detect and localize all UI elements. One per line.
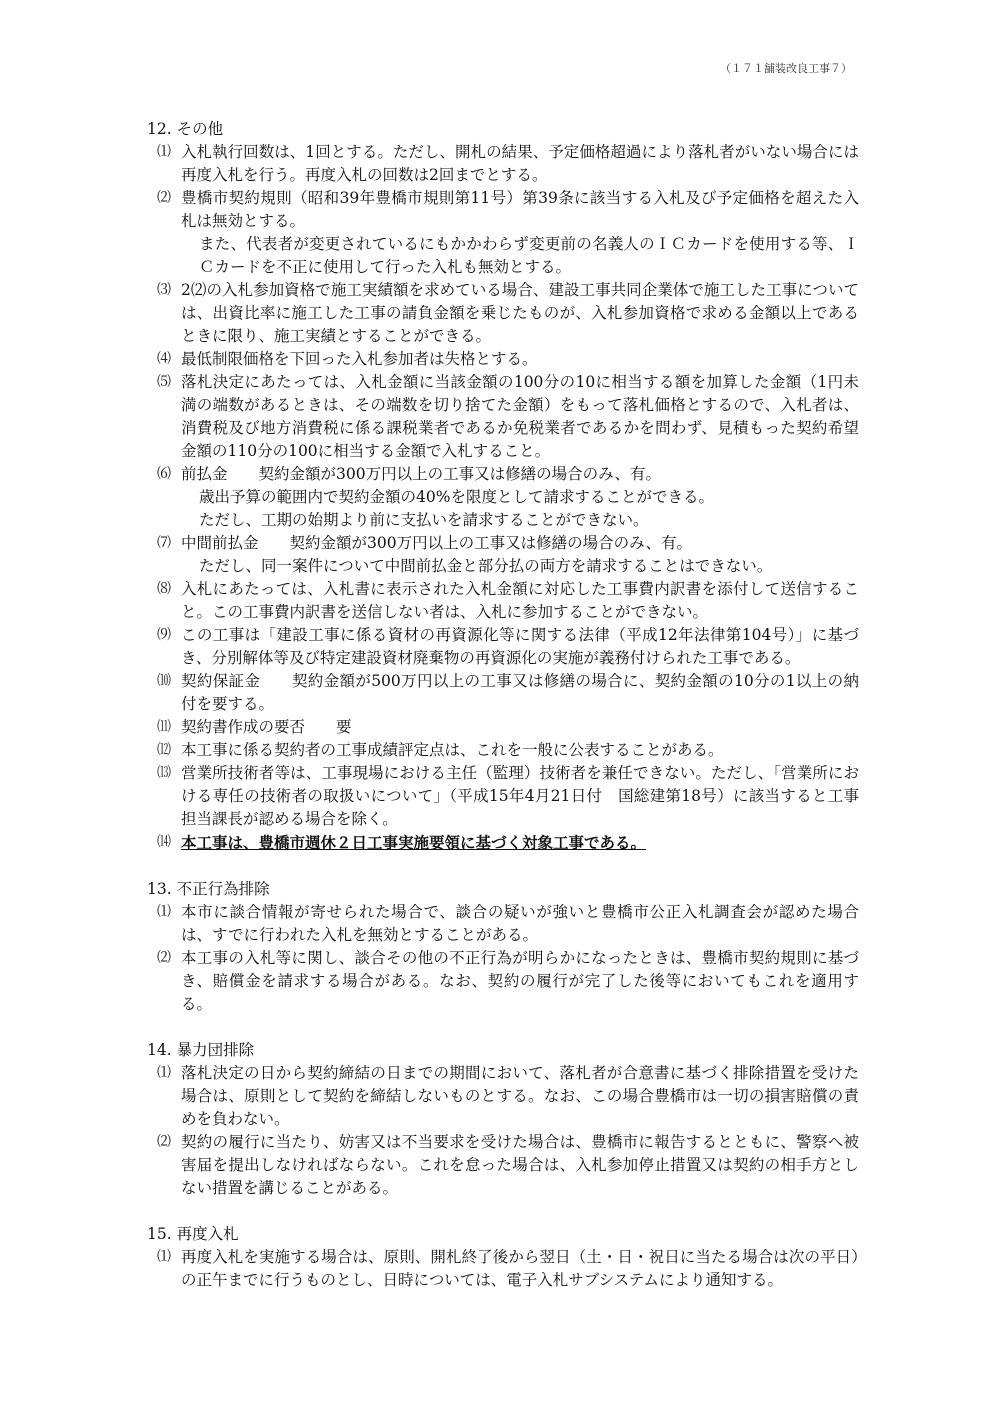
item-text: 再度入札を実施する場合は、原則、開札終了後から翌日（土・日・祝日に当たる場合は次の平日）の正午までに行うものとし、日時については、電子入札サブシステムにより通知する。 xyxy=(181,1248,859,1289)
item-number: ⑴ xyxy=(157,144,171,160)
item-number: ⑸ xyxy=(157,374,171,390)
item-number: ⑾ xyxy=(157,719,171,735)
list-item xyxy=(147,463,859,532)
list-item xyxy=(147,279,859,348)
item-number: ⑼ xyxy=(157,627,171,643)
list-item xyxy=(147,624,859,670)
item-number: ⑵ xyxy=(157,190,171,206)
item-number: ⒀ xyxy=(157,765,171,781)
item-number: ⑵ xyxy=(157,1134,171,1150)
item-text: 中間前払金 契約金額が300万円以上の工事又は修繕の場合のみ、有。 xyxy=(181,534,693,552)
item-text: この工事は「建設工事に係る資材の再資源化等に関する法律（平成12年法律第104号）」に基づき、分別解体等及び特定建設資材廃棄物の再資源化の実施が義務付けられた工事である。 xyxy=(181,626,859,667)
section-title: 15. 再度入札 xyxy=(147,1225,239,1243)
list-item xyxy=(147,1246,859,1292)
item-number: ⑴ xyxy=(157,1249,171,1265)
section-other xyxy=(147,118,859,855)
item-number: ⑷ xyxy=(157,351,171,367)
item-text: 落札決定にあたっては、入札金額に当該金額の100分の10に相当する額を加算した金額（1円未満の端数があるときは、その端数を切り捨てた金額）をもって落札価格とするので、入札者は、消費税及び地方消費税に係る課税業者であるか免税業者であるかを問わず、見積もった契約希望金額の110分の100に相当する金額で入札すること。 xyxy=(181,373,859,460)
item-text: 本市に談合情報が寄せられた場合で、談合の疑いが強いと豊橋市公正入札調査会が認めた場合は、すでに行われた入札を無効とすることがある。 xyxy=(181,903,859,944)
section-gang-exclusion xyxy=(147,1039,859,1200)
section-rebid xyxy=(147,1223,859,1292)
list-item xyxy=(147,532,859,578)
list-item xyxy=(147,187,859,279)
list-item xyxy=(147,716,859,739)
list-item xyxy=(147,141,859,187)
list-item xyxy=(147,831,859,855)
list-item xyxy=(147,947,859,1016)
item-number: ⒁ xyxy=(157,834,171,850)
list-item xyxy=(147,670,859,716)
list-item xyxy=(147,739,859,762)
section-title: 13. 不正行為排除 xyxy=(147,880,270,898)
list-item xyxy=(147,371,859,463)
item-number: ⑴ xyxy=(157,904,171,920)
item-text: ただし、工期の始期より前に支払いを請求することができない。 xyxy=(199,511,649,529)
item-number: ⑿ xyxy=(157,742,171,758)
list-item xyxy=(147,901,859,947)
item-text: 最低制限価格を下回った入札参加者は失格とする。 xyxy=(181,350,538,368)
item-text: 契約保証金 契約金額が500万円以上の工事又は修繕の場合に、契約金額の10分の1以上の納付を要する。 xyxy=(181,672,859,713)
item-text: 豊橋市契約規則（昭和39年豊橋市規則第11号）第39条に該当する入札及び予定価格を超えた入札は無効とする。 xyxy=(181,189,859,230)
item-number: ⑻ xyxy=(157,581,171,597)
list-item xyxy=(147,1062,859,1131)
list-item xyxy=(147,348,859,371)
item-text: ただし、同一案件について中間前払金と部分払の両方を請求することはできない。 xyxy=(199,557,773,575)
item-text: 入札にあたっては、入札書に表示された入札金額に対応した工事費内訳書を添付して送信すること。この工事費内訳書を送信しない者は、入札に参加することができない。 xyxy=(181,580,859,621)
item-text: また、代表者が変更されているにもかかわらず変更前の名義人のＩＣカードを使用する等、ＩＣカードを不正に使用して行った入札も無効とする。 xyxy=(199,235,859,276)
item-number: ⑽ xyxy=(157,673,171,689)
page-code: （１７１舗装改良工事７） xyxy=(720,62,852,75)
item-number: ⑵ xyxy=(157,950,171,966)
item-text-emphasis: 本工事は、豊橋市週休２日工事実施要領に基づく対象工事である。 xyxy=(181,833,647,852)
item-number: ⑹ xyxy=(157,466,171,482)
section-title: 14. 暴力団排除 xyxy=(147,1041,255,1059)
item-text: 本工事に係る契約者の工事成績評定点は、これを一般に公表することがある。 xyxy=(181,741,724,759)
item-text: 入札執行回数は、1回とする。ただし、開札の結果、予定価格超過により落札者がいない場合には再度入札を行う。再度入札の回数は2回までとする。 xyxy=(181,143,859,184)
list-item xyxy=(147,578,859,624)
section-fraud-exclusion xyxy=(147,878,859,1016)
item-text: 契約の履行に当たり、妨害又は不当要求を受けた場合は、豊橋市に報告するとともに、警察へ被害届を提出しなければならない。これを怠った場合は、入札参加停止措置又は契約の相手方としない措置を講じることがある。 xyxy=(181,1133,859,1197)
section-title: 12. その他 xyxy=(147,120,224,138)
item-text: 落札決定の日から契約締結の日までの期間において、落札者が合意書に基づく排除措置を受けた場合は、原則として契約を締結しないものとする。なお、この場合豊橋市は一切の損害賠償の責めを負わない。 xyxy=(181,1064,859,1128)
list-item xyxy=(147,762,859,831)
list-item xyxy=(147,1131,859,1200)
item-number: ⑶ xyxy=(157,282,171,298)
item-text: 2⑵の入札参加資格で施工実績額を求めている場合、建設工事共同企業体で施工した工事については、出資比率に施工した工事の請負金額を乗じたものが、入札参加資格で求める金額以上であるときに限り、施工実績とすることができる。 xyxy=(181,281,859,345)
item-number: ⑴ xyxy=(157,1065,171,1081)
item-number: ⑺ xyxy=(157,535,171,551)
item-text: 契約書作成の要否 要 xyxy=(181,718,352,736)
item-text: 営業所技術者等は、工事現場における主任（監理）技術者を兼任できない。ただし、「営業所における専任の技術者の取扱いについて」（平成15年4月21日付 国総建第18号）に該当すると工事担当課長が認める場合を除く。 xyxy=(181,764,859,828)
item-text: 前払金 契約金額が300万円以上の工事又は修繕の場合のみ、有。 xyxy=(181,465,662,483)
item-text: 歳出予算の範囲内で契約金額の40%を限度として請求することができる。 xyxy=(199,488,714,506)
item-text: 本工事の入札等に関し、談合その他の不正行為が明らかになったときは、豊橋市契約規則に基づき、賠償金を請求する場合がある。なお、契約の履行が完了した後等においてもこれを適用する。 xyxy=(181,949,859,1013)
document-body xyxy=(147,118,859,1315)
